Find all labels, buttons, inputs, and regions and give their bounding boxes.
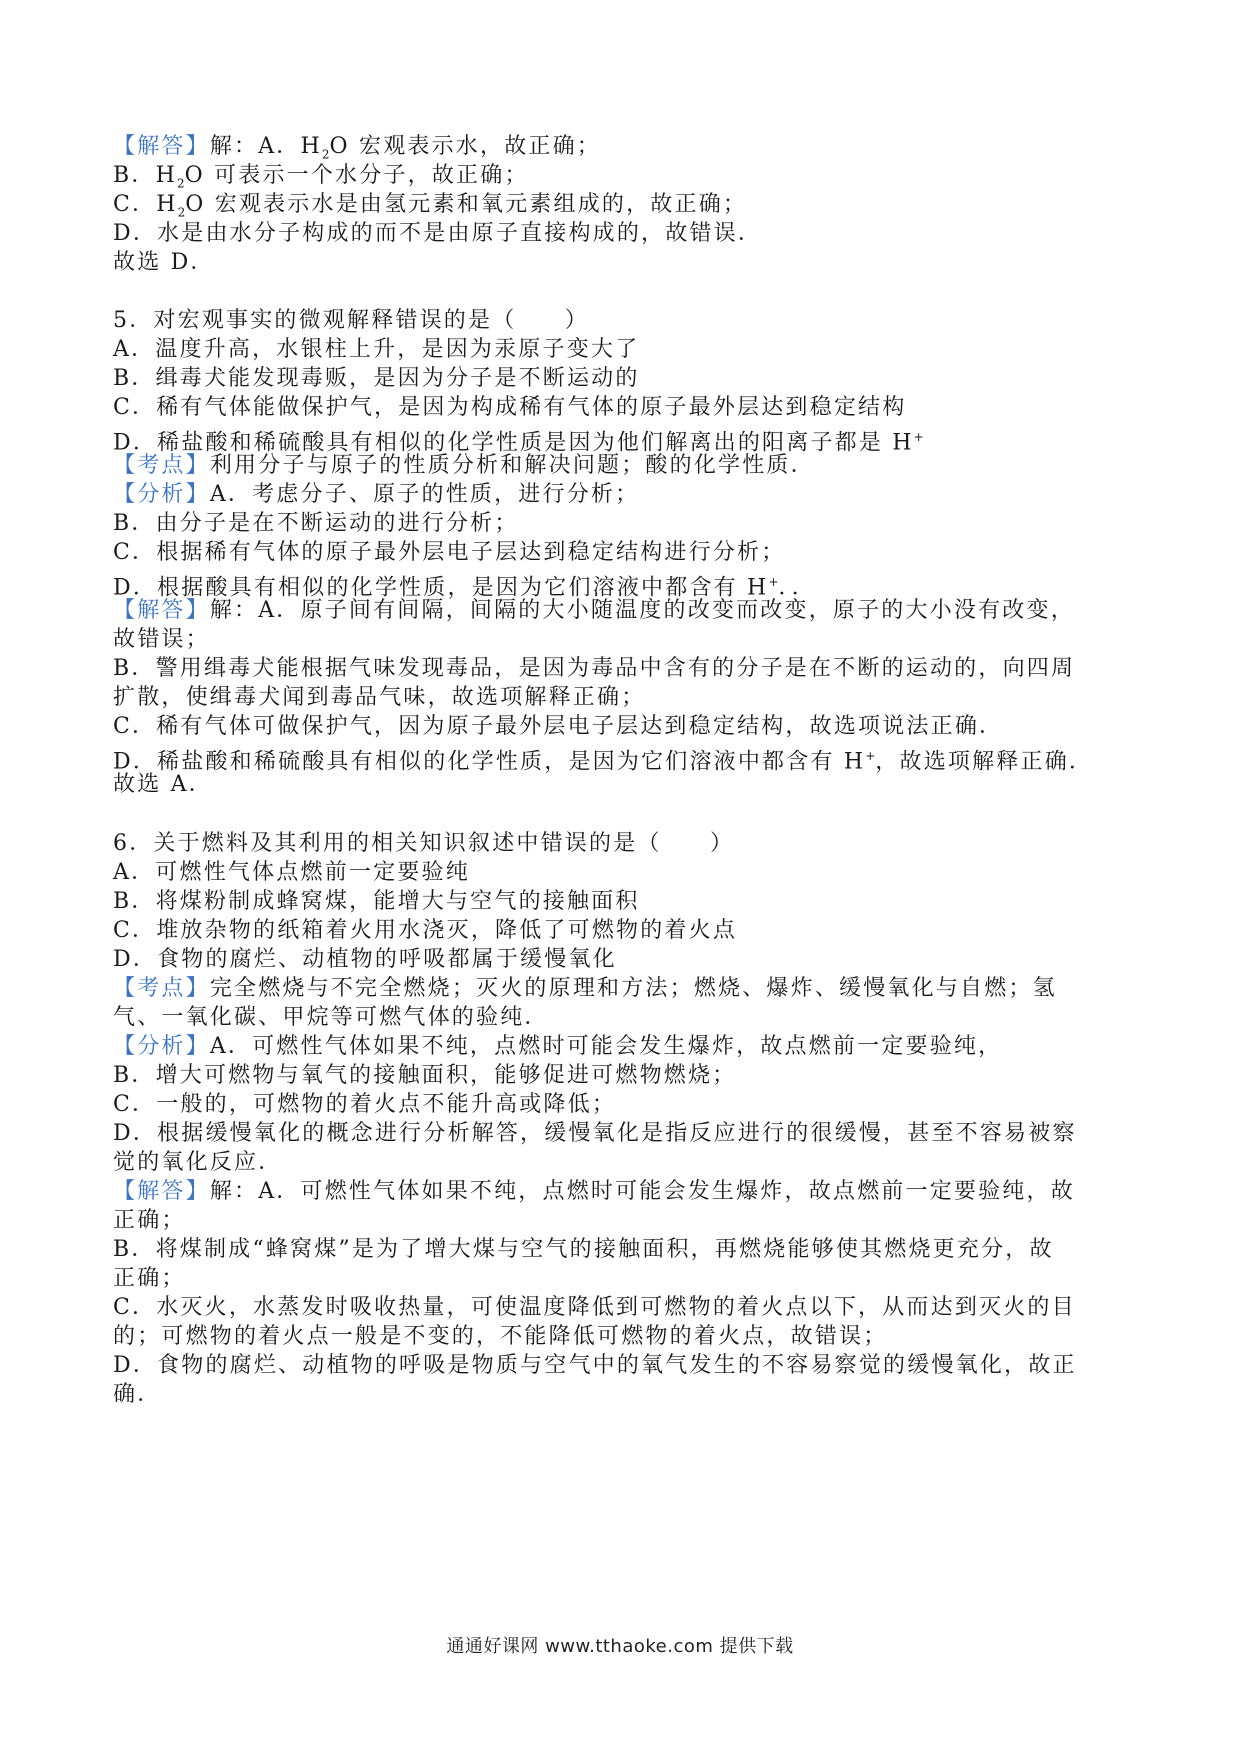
q5-answer-a1 xyxy=(113,597,1075,625)
text-fragment: B． xyxy=(113,163,156,188)
q6-option-b: B．将煤粉制成蜂窝煤，能增大与空气的接触面积 xyxy=(113,889,640,914)
text-fragment: 解：A． xyxy=(209,134,301,159)
text-fragment: H xyxy=(155,163,177,188)
text-fragment: H xyxy=(843,749,866,775)
q6-point-2: 气、一氧化碳、甲烷等可燃气体的验纯． xyxy=(113,1005,549,1030)
text-fragment: 解：A．原子间有间隔，间隔的大小随温度的改变而改变，原子的大小没有改变， xyxy=(209,598,1075,623)
q6-answer-b1: B．将煤制成“蜂窝煤”是为了增大煤与空气的接触面积，再燃烧能够使其燃烧更充分，故 xyxy=(113,1237,1054,1262)
q6-answer-c2: 的；可燃物的着火点一般是不变的，不能降低可燃物的着火点，故错误； xyxy=(113,1324,888,1349)
q6-answer-d2: 确． xyxy=(113,1382,162,1407)
text-fragment: H xyxy=(300,134,322,159)
text-fragment: D．稀盐酸和稀硫酸具有相似的化学性质，是因为它们溶液中都含有 xyxy=(113,749,844,775)
q6-analysis-d2: 觉的氧化反应． xyxy=(113,1150,283,1175)
text-fragment: O xyxy=(185,192,206,217)
text-fragment: 宏观表示水是由氢元素和氧元素组成的，故正确； xyxy=(205,192,748,217)
q6-analysis-d1: D．根据缓慢氧化的概念进行分析解答，缓慢氧化是指反应进行的很缓慢，甚至不容易被察 xyxy=(113,1121,1077,1146)
text-fragment: O xyxy=(184,163,205,188)
q5-answer-b1: B．警用缉毒犬能根据气味发现毒品，是因为毒品中含有的分子是在不断的运动的，向四周 xyxy=(113,656,1076,681)
text-fragment: 2 xyxy=(176,176,185,191)
text-fragment: H xyxy=(747,575,769,601)
text-fragment: 【分析】 xyxy=(113,1034,210,1059)
q6-answer-a1 xyxy=(113,1178,1075,1206)
q5-choice: 故选 A． xyxy=(113,772,213,797)
text-fragment: 解：A．可燃性气体如果不纯，点燃时可能会发生爆炸，故点燃前一定要验纯，故 xyxy=(209,1179,1075,1204)
q6-answer-c1: C．水灭火，水蒸发时吸收热量，可使温度降低到可燃物的着火点以下，从而达到灭火的目 xyxy=(113,1295,1076,1320)
text-fragment: H xyxy=(892,430,914,456)
text-fragment: 利用分子与原子的性质分析和解决问题；酸的化学性质． xyxy=(209,453,815,478)
text-fragment: 2 xyxy=(321,147,330,162)
text-fragment: + xyxy=(913,430,924,444)
q6-point-1 xyxy=(113,975,1057,1003)
text-fragment: 【解答】 xyxy=(113,1179,210,1204)
text-fragment: A．考虑分子、原子的性质，进行分析； xyxy=(209,482,640,507)
text-fragment: A．可燃性气体如果不纯，点燃时可能会发生爆炸，故点燃前一定要验纯， xyxy=(209,1034,1003,1059)
q6-answer-a2: 正确； xyxy=(113,1208,186,1233)
q6-answer-d1: D．食物的腐烂、动植物的呼吸是物质与空气中的氧气发生的不容易察觉的缓慢氧化，故正 xyxy=(113,1353,1077,1378)
text-fragment: 【考点】 xyxy=(113,453,210,478)
text-fragment: 【解答】 xyxy=(113,598,210,623)
q5-option-a: A．温度升高，水银柱上升，是因为汞原子变大了 xyxy=(113,337,640,362)
text-fragment: 可表示一个水分子，故正确； xyxy=(204,163,529,188)
q5-analysis-a xyxy=(113,481,639,509)
text-fragment: 【考点】 xyxy=(113,976,210,1001)
text-fragment: 完全燃烧与不完全燃烧；灭火的原理和方法；燃烧、爆炸、缓慢氧化与自燃；氢 xyxy=(209,976,1057,1001)
q6-option-a: A．可燃性气体点燃前一定要验纯 xyxy=(113,860,470,885)
text-fragment: ．． xyxy=(778,575,816,601)
q5-answer-c: C．稀有气体可做保护气，因为原子最外层电子层达到稳定结构，故选项说法正确． xyxy=(113,714,1004,739)
text-fragment: D．根据酸具有相似的化学性质，是因为它们溶液中都含有 xyxy=(113,575,748,601)
page-footer: 通通好课网 www.tthaoke.com 提供下载 xyxy=(446,1636,794,1657)
q6-answer-b2: 正确； xyxy=(113,1266,186,1291)
text-fragment: ，故选项解释正确． xyxy=(875,749,1094,775)
q5-answer-b2: 扩散，使缉毒犬闻到毒品气味，故选项解释正确； xyxy=(113,685,646,710)
text-fragment: + xyxy=(768,575,779,589)
q5-answer-a2: 故错误； xyxy=(113,627,210,652)
text-fragment: O xyxy=(329,134,350,159)
text-fragment: C． xyxy=(113,192,157,217)
text-fragment: 【解答】 xyxy=(113,134,210,159)
text-fragment: D．稀盐酸和稀硫酸具有相似的化学性质是因为他们解离出的阳离子都是 xyxy=(113,430,893,456)
text-fragment: 【分析】 xyxy=(113,482,210,507)
q5-option-c: C．稀有气体能做保护气，是因为构成稀有气体的原子最外层达到稳定结构 xyxy=(113,395,907,420)
text-fragment: + xyxy=(865,749,876,763)
q5-analysis-b: B．由分子是在不断运动的进行分析； xyxy=(113,511,519,536)
q5-stem: 5．对宏观事实的微观解释错误的是（ ） xyxy=(113,308,589,333)
q4-choice: 故选 D． xyxy=(113,250,215,275)
q5-answer-d xyxy=(113,742,1093,776)
text-fragment: 宏观表示水，故正确； xyxy=(349,134,601,159)
q4-answer-d: D．水是由水分子构成的而不是由原子直接构成的，故错误． xyxy=(113,221,763,246)
text-fragment: H xyxy=(156,192,178,217)
q6-option-c: C．堆放杂物的纸箱着火用水浇灭，降低了可燃物的着火点 xyxy=(113,918,738,943)
q5-point xyxy=(113,452,815,480)
q6-analysis-b: B．增大可燃物与氧气的接触面积，能够促进可燃物燃烧； xyxy=(113,1063,737,1088)
q6-stem: 6．关于燃料及其利用的相关知识叙述中错误的是（ ） xyxy=(113,831,735,856)
text-fragment: 2 xyxy=(177,205,186,220)
q6-analysis-c: C．一般的，可燃物的着火点不能升高或降低； xyxy=(113,1092,617,1117)
q5-option-b: B．缉毒犬能发现毒贩，是因为分子是不断运动的 xyxy=(113,366,640,391)
q5-analysis-c: C．根据稀有气体的原子最外层电子层达到稳定结构进行分析； xyxy=(113,540,786,565)
q6-option-d: D．食物的腐烂、动植物的呼吸都属于缓慢氧化 xyxy=(113,947,617,972)
q6-analysis-a xyxy=(113,1033,1002,1061)
